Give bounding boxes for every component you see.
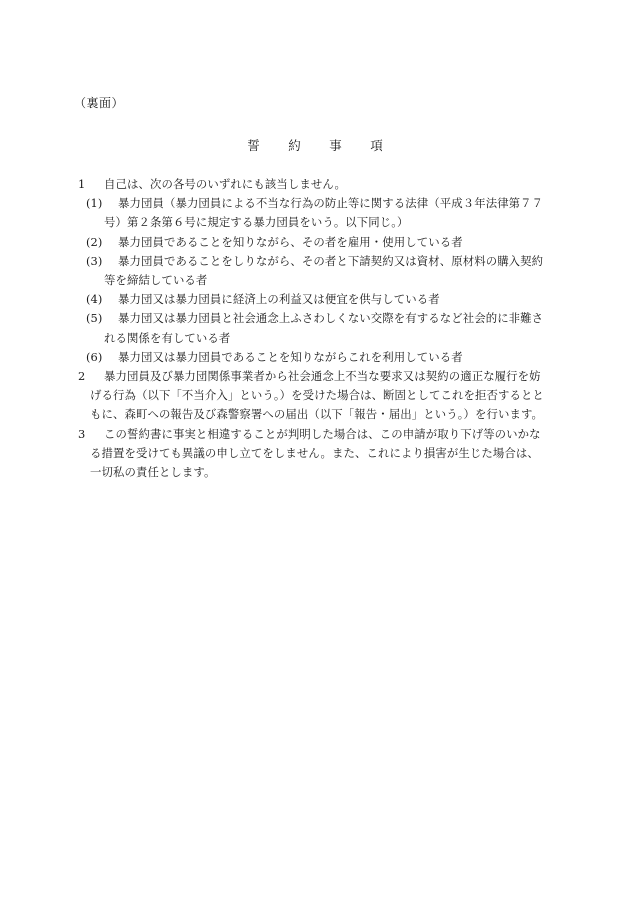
clause-line (78, 175, 558, 194)
reverse-side-label: （裏面） (74, 96, 125, 110)
sub-item-text: 暴力団又は暴力団員に経済上の利益又は便宜を供与している者 (118, 292, 440, 307)
sub-item-line (78, 348, 558, 367)
clause-continuation: もに、森町への報告及び森警察署への届出（以下「報告・届出」という。）を行います。 (90, 407, 544, 422)
clause-1 (78, 175, 558, 194)
sub-item-line (78, 252, 558, 271)
clause-text: 暴力団員及び暴力団関係事業者から社会通念上不当な要求又は契約の適正な履行を妨 (104, 369, 541, 384)
page-title: 誓 約 事 項 (247, 138, 391, 153)
sub-item-6 (78, 348, 558, 367)
clause-text: 自己は、次の各号のいずれにも該当しません。 (104, 177, 346, 191)
sub-item-line (78, 194, 558, 213)
sub-item-line (78, 290, 558, 309)
clause-text: この誓約書に事実と相違することが判明した場合は、この申請が取り下げ等のいかな (104, 426, 541, 441)
sub-item-text: 暴力団員（暴力団員による不当な行為の防止等に関する法律（平成３年法律第７７ (118, 196, 544, 211)
clause-continuation: げる行為（以下「不当介入」という。）を受けた場合は、断固としてこれを拒否するとと (90, 388, 544, 403)
pledge-body (78, 175, 558, 482)
sub-item-text: 暴力団員であることをしりながら、その者と下請契約又は資材、原材料の購入契約 (118, 253, 544, 268)
sub-item-number: (6) (86, 349, 103, 364)
clause-2 (78, 367, 558, 425)
sub-item-number: (1) (86, 196, 103, 211)
sub-item-number: (2) (86, 234, 103, 249)
sub-item-5 (78, 309, 558, 347)
clause-number: 3 (78, 426, 86, 441)
clause-number: 1 (78, 177, 86, 191)
sub-item-1 (78, 194, 558, 232)
sub-item-number: (4) (86, 292, 103, 307)
clause-line (78, 425, 558, 444)
clause-continuation: 一切私の責任とします。 (90, 465, 216, 480)
sub-item-line (78, 309, 558, 328)
clause-number: 2 (78, 369, 86, 384)
sub-item-number: (5) (86, 311, 103, 326)
clause-continuation: る措置を受けても異議の申し立てをしません。また、これにより損害が生じた場合は、 (90, 445, 539, 460)
sub-item-continuation: 号）第２条第６号に規定する暴力団員をいう。以下同じ。） (104, 215, 409, 230)
sub-item-line (78, 233, 558, 252)
clause-3 (78, 425, 558, 483)
sub-item-continuation: れる関係を有している者 (104, 330, 231, 345)
sub-item-continuation: 等を締結している者 (104, 273, 208, 288)
sub-item-3 (78, 252, 558, 290)
sub-item-text: 暴力団又は暴力団員であることを知りながらこれを利用している者 (118, 349, 463, 364)
sub-item-number: (3) (86, 253, 103, 268)
sub-item-4 (78, 290, 558, 309)
clause-line (78, 367, 558, 386)
sub-item-text: 暴力団又は暴力団員と社会通念上ふさわしくない交際を有するなど社会的に非難さ (118, 311, 544, 326)
sub-item-2 (78, 233, 558, 252)
sub-item-text: 暴力団員であることを知りながら、その者を雇用・使用している者 (118, 234, 463, 249)
